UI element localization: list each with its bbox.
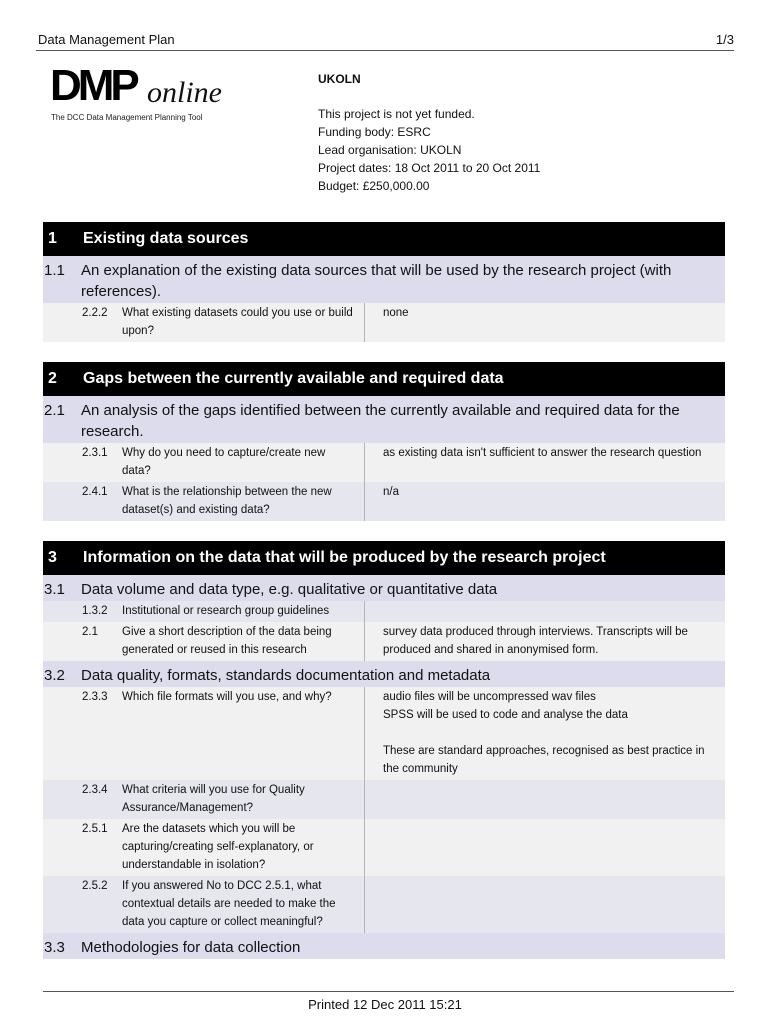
page-number: 1/3 — [715, 32, 734, 47]
footer-divider — [43, 991, 734, 992]
question-text: Give a short description of the data being generated or reused in this research — [122, 626, 332, 656]
question-number: 2.2.2 — [82, 307, 108, 319]
section-title: Existing data sources — [83, 230, 249, 247]
section-header — [43, 222, 725, 256]
question-row — [43, 687, 725, 780]
question-row — [43, 622, 725, 661]
question-number: 2.4.1 — [82, 486, 108, 498]
subsection-title: An analysis of the gaps identified between the currently available and required data for the research. — [81, 402, 680, 440]
question-text: If you answered No to DCC 2.5.1, what contextual details are needed to make the data you capture or collect meaningful? — [122, 880, 336, 928]
project-name: UKOLN — [318, 72, 361, 86]
question-number: 1.3.2 — [82, 605, 108, 617]
question-row — [43, 780, 725, 819]
subsection-title: Methodologies for data collection — [81, 939, 301, 956]
project-line: Project dates: 18 Oct 2011 to 20 Oct 2011 — [318, 161, 541, 175]
section-number: 2 — [48, 370, 57, 387]
question-number: 2.3.3 — [82, 691, 108, 703]
question-text: What criteria will you use for Quality Assurance/Management? — [122, 784, 305, 814]
question-row — [43, 819, 725, 876]
project-line: Budget: £250,000.00 — [318, 179, 430, 193]
subsection-header — [43, 933, 725, 959]
section-number: 3 — [48, 549, 57, 566]
subsection-header — [43, 396, 725, 443]
question-row — [43, 482, 725, 521]
printed-date: Printed 12 Dec 2011 15:21 — [308, 997, 462, 1012]
subsection-header — [43, 661, 725, 687]
subsection-number: 1.1 — [44, 262, 65, 279]
question-answer — [364, 780, 725, 819]
section-header — [43, 541, 725, 575]
section-header — [43, 362, 725, 396]
question-answer — [364, 819, 725, 876]
question-answer: none — [364, 303, 725, 342]
question-number: 2.5.2 — [82, 880, 108, 892]
question-number: 2.5.1 — [82, 823, 108, 835]
question-row — [43, 303, 725, 342]
logo-online-text: online — [147, 76, 222, 109]
question-text: Why do you need to capture/create new data? — [122, 447, 326, 477]
subsection-title: Data volume and data type, e.g. qualitative or quantitative data — [81, 581, 498, 598]
question-text: What existing datasets could you use or build upon? — [122, 307, 353, 337]
dmponline-logo — [50, 61, 290, 136]
project-line: Funding body: ESRC — [318, 125, 431, 139]
project-info — [318, 70, 540, 195]
page-header — [36, 32, 734, 51]
question-number: 2.3.1 — [82, 447, 108, 459]
subsection-header — [43, 575, 725, 601]
document-title: Data Management Plan — [38, 32, 175, 47]
section-title: Gaps between the currently available and required data — [83, 370, 504, 387]
question-text: Which file formats will you use, and why? — [122, 691, 332, 703]
question-row — [43, 443, 725, 482]
question-text: Are the datasets which you will be capturing/creating self-explanatory, or understandable in isolation? — [122, 823, 314, 871]
question-text: Institutional or research group guidelines — [122, 605, 330, 617]
question-row — [43, 601, 725, 622]
question-answer — [364, 601, 725, 622]
section-title: Information on the data that will be produced by the research project — [83, 549, 606, 566]
question-text: What is the relationship between the new dataset(s) and existing data? — [122, 486, 332, 516]
project-line: This project is not yet funded. — [318, 107, 475, 121]
subsection-number: 3.1 — [44, 581, 65, 598]
plan-content — [43, 222, 725, 959]
section-number: 1 — [48, 230, 57, 247]
question-answer: audio files will be uncompressed wav files SPSS will be used to code and analyse the data These are standard approaches, recognised as best practice in the community — [364, 687, 725, 780]
subsection-title: Data quality, formats, standards documentation and metadata — [81, 667, 491, 684]
question-answer: survey data produced through interviews. Transcripts will be produced and shared in anonymised form. — [364, 622, 725, 661]
question-number: 2.1 — [82, 626, 98, 638]
logo-dmp-text: DMP — [50, 61, 136, 110]
question-number: 2.3.4 — [82, 784, 108, 796]
subsection-title: An explanation of the existing data sources that will be used by the research project (with references). — [81, 262, 672, 300]
question-row — [43, 876, 725, 933]
question-answer: as existing data isn't sufficient to answer the research question — [364, 443, 725, 482]
subsection-header — [43, 256, 725, 303]
subsection-number: 2.1 — [44, 402, 65, 419]
question-answer — [364, 876, 725, 933]
logo-tagline: The DCC Data Management Planning Tool — [51, 113, 203, 122]
project-line: Lead organisation: UKOLN — [318, 143, 462, 157]
subsection-number: 3.3 — [44, 939, 65, 956]
question-answer: n/a — [364, 482, 725, 521]
subsection-number: 3.2 — [44, 667, 65, 684]
